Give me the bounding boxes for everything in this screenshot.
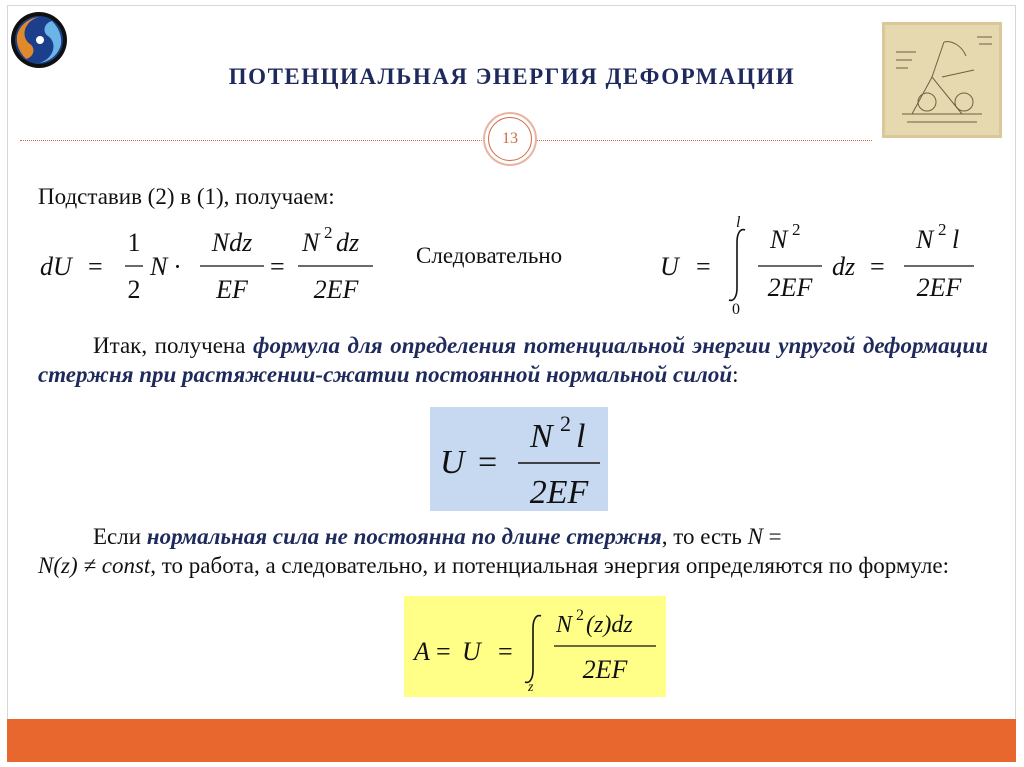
swirl-logo-icon (10, 11, 68, 69)
therefore-text: Следовательно (416, 243, 563, 268)
formula-u-frac2-num: N (916, 225, 934, 254)
formula-a-eq2: = (498, 637, 513, 666)
title-divider (20, 140, 872, 141)
paragraph1-emphasis: формула для определения потенциальной энергии упругой деформации стержня при растяжении-сжатии постоянной нормальной силой (38, 333, 988, 387)
formula-u3-den: 2EF (529, 474, 589, 511)
formula-du-frac2-num: N (302, 228, 320, 257)
paragraph2-expr-n: N (747, 524, 763, 549)
paragraph2-tail: , то работа, а следовательно, и потенциальная энергия определяются по формуле: (150, 553, 949, 578)
formula-u3-eq: = (478, 444, 498, 481)
formula-du-lhs: dU (40, 252, 72, 281)
formula-u-upper-limit: l (736, 214, 741, 231)
slide-number-badge: 13 (488, 117, 532, 161)
formula-a-integral (404, 596, 666, 697)
formula-u-constant (430, 407, 608, 511)
integral-sign (729, 230, 745, 301)
formula-u-integral (660, 210, 985, 320)
paragraph-variable-force (38, 522, 988, 580)
paragraph2-expr-eq: = (762, 524, 782, 549)
formula-a-lhs: A (414, 637, 430, 666)
bottom-accent-bar (7, 719, 1016, 762)
formula-u-frac2-exp: 2 (938, 220, 947, 239)
formula-du-frac1-den: EF (216, 275, 248, 304)
formula-a-tail: (z)dz (586, 612, 633, 638)
formula-du (40, 218, 385, 308)
formula-u-dz: dz (832, 252, 856, 281)
intro-text: Подставив (2) в (1), получаем: (38, 184, 335, 209)
paragraph-constant-force (38, 331, 988, 389)
formula-u3-tail: l (576, 418, 586, 455)
paragraph2-expr-nz: N(z) ≠ const (38, 553, 151, 578)
page-title: ПОТЕНЦИАЛЬНАЯ ЭНЕРГИЯ ДЕФОРМАЦИИ (228, 64, 796, 89)
formula-du-frac2-tail: dz (336, 228, 360, 257)
formula-u-eq: = (696, 252, 711, 281)
formula-u-lower-limit: 0 (732, 301, 740, 318)
formula-a-lower-limit: z (528, 680, 534, 695)
paragraph2-mid: , то есть (661, 524, 748, 549)
formula-u-eq2: = (870, 252, 885, 281)
paragraph1-tail: : (732, 362, 739, 387)
formula-du-half-den: 2 (127, 275, 141, 304)
formula-a-eq1: = (436, 637, 451, 666)
formula-u3-num: N (530, 418, 553, 455)
formula-u-frac2-tail: l (952, 225, 960, 254)
formula-u-frac1-exp: 2 (792, 220, 801, 239)
formula-u-frac1-den: 2EF (767, 273, 813, 302)
formula-a-mid: U (462, 637, 481, 666)
formula-du-eq: = (88, 252, 103, 281)
formula-u-frac1-num: N (770, 225, 788, 254)
formula-a-num: N (556, 612, 573, 638)
formula-du-factor: N · (150, 252, 181, 281)
formula-u3-lhs: U (440, 444, 465, 481)
formula-u-frac2-den: 2EF (916, 273, 962, 302)
formula-u-lhs: U (660, 252, 679, 281)
formula-du-half-num: 1 (127, 228, 141, 257)
integral-sign-a (525, 616, 541, 683)
formula-u3-exp: 2 (560, 411, 571, 436)
paragraph2-emphasis: нормальная сила не постоянна по длине стержня (146, 524, 662, 549)
formula-du-frac1-num: Ndz (211, 228, 253, 257)
paragraph1-lead: Итак, получена (93, 333, 254, 358)
formula-a-den: 2EF (582, 655, 628, 684)
formula-du-eq2: = (270, 252, 285, 281)
formula-du-frac2-exp: 2 (324, 223, 333, 242)
paragraph2-lead: Если (93, 524, 147, 549)
formula-du-frac2-den: 2EF (313, 275, 359, 304)
formula-a-exp: 2 (576, 607, 584, 624)
